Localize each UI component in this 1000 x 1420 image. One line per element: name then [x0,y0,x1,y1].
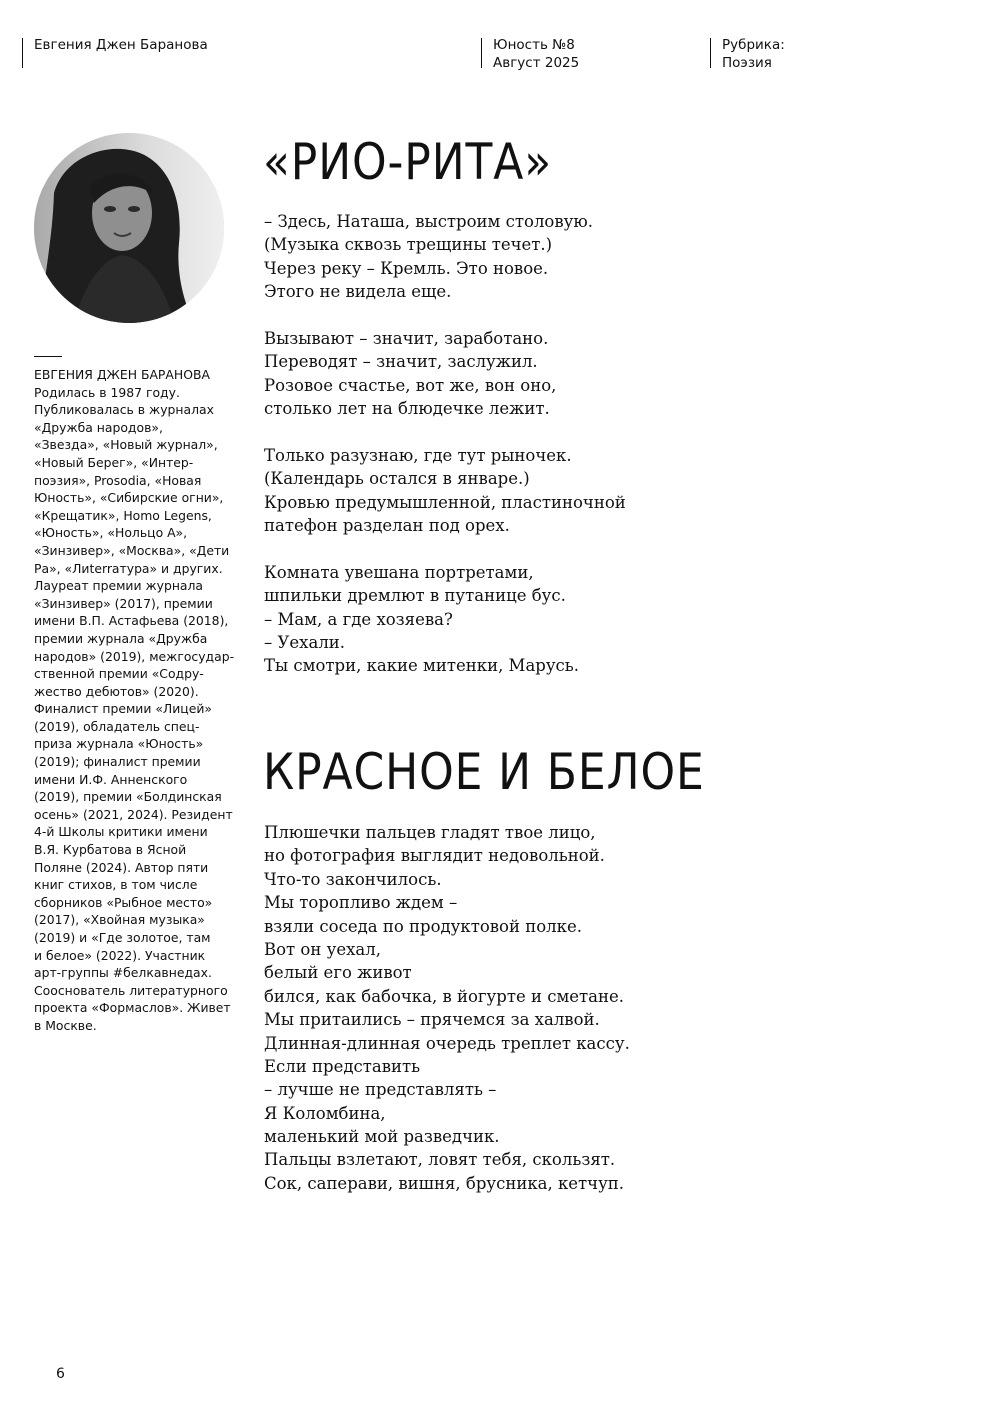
author-photo [34,133,224,323]
poem-line: маленький мой разведчик. [264,1127,500,1147]
poem-line: патефон разделан под орех. [264,516,510,536]
bio-line: Сооснователь литературного [34,982,228,998]
bio-line: (2019), обладатель спец- [34,718,200,734]
bio-line: арт-группы #белкавнедах. [34,965,212,981]
poem-line: Если представить [264,1056,421,1076]
poem-line: Мы торопливо ждем – [264,893,458,913]
poem-line: Комната увешана портретами, [264,562,534,582]
stanza [264,561,864,678]
bio-line: проекта «Формаслов». Живет [34,1000,231,1016]
poem-line: – Уехали. [264,633,346,653]
bio-line: народов» (2019), межгосудар- [34,648,235,664]
bio-line: и белое» (2022). Участник [34,947,206,963]
bio-line: имени И.Ф. Анненского [34,771,188,787]
bio-line: Публиковалась в журналах [34,402,214,418]
bio-line: жество дебютов» (2020). [34,683,199,699]
bio-line: «Зинзивер» (2017), премии [34,595,213,611]
poem-line: Этого не видела еще. [264,282,452,302]
bio-divider [34,356,62,357]
header-rubric-label: Рубрика: [722,37,785,53]
header-issue-number: Юность №8 [493,37,575,53]
bio-line: (2019) и «Где золотое, там [34,930,211,945]
bio-line: премии журнала «Дружба [34,630,208,646]
poem-line: Розовое счастье, вот же, вон оно, [264,375,557,395]
poem-line: Что-то закончилось. [264,869,442,889]
poem-line: бился, как бабочка, в йогурте и сметане. [264,986,625,1006]
poem-line: шпильки дремлют в путанице бус. [264,586,566,606]
poem-title-rio-rita: «РИО-РИТА» [263,133,553,191]
header-author [22,36,208,54]
poem-title-krasnoe-i-beloe: КРАСНОЕ И БЕЛОЕ [263,743,705,801]
bio-line: в Москве. [34,1017,97,1033]
poem-line: Переводят – значит, заслужил. [264,352,538,372]
poem-line: Длинная-длинная очередь треплет кассу. [264,1033,630,1053]
poem-line: белый его живот [264,963,412,983]
poem-line: Плюшечки пальцев гладят твое лицо, [264,823,596,842]
poem-line: Я Коломбина, [264,1103,386,1123]
poem-line: взяли соседа по продуктовой полке. [264,916,582,936]
bio-line: имени В.П. Астафьева (2018), [34,613,229,629]
poem-line: – Здесь, Наташа, выстроим столовую. [264,212,593,231]
bio-line: ственной премии «Содру- [34,666,204,682]
poem-line: Мы притаились – прячемся за халвой. [264,1010,600,1030]
poem-line: (Музыка сквозь трещины течет.) [264,235,553,255]
bio-line: (2019); финалист премии [34,754,201,770]
bio-line: осень» (2021, 2024). Резидент [34,806,233,822]
bio-line: В.Я. Курбатова в Ясной [34,842,187,858]
header-issue-date: Август 2025 [493,55,580,71]
poem-line: (Календарь остался в январе.) [264,469,530,489]
bio-line: книг стихов, в том числе [34,877,198,893]
bio-line: (2019), премии «Болдинская [34,789,222,805]
bio-line: «Новый Берег», «Интер- [34,454,194,470]
poem-line: Вот он уехал, [264,939,381,959]
poem-line: Ты смотри, какие митенки, Марусь. [264,656,580,676]
bio-line: сборников «Рыбное место» [34,894,213,910]
page-number: 6 [56,1366,65,1382]
bio-line: «Звезда», «Новый журнал», [34,437,218,453]
author-bio [34,366,244,1035]
bio-line: Финалист премии «Лицей» [34,701,212,717]
author-portrait-image [34,133,224,323]
stanza [264,210,864,304]
bio-line: (2017), «Хвойная музыка» [34,912,205,928]
poem-rio-rita [264,210,864,701]
bio-line: Лауреат премии журнала [34,578,204,594]
poem-krasnoe-i-beloe [264,821,864,1195]
poem-line: Только разузнаю, где тут рыночек. [264,445,572,465]
poem-line: Пальцы взлетают, ловят тебя, скользят. [264,1150,616,1170]
bio-line: «Зинзивер», «Москва», «Дети [34,542,230,558]
bio-line: «Юность», «Нольцо А», [34,525,188,541]
poem-line: – Мам, а где хозяева? [264,609,453,629]
stanza [264,327,864,421]
bio-line: приза журнала «Юность» [34,736,204,752]
bio-line: «Крещатик», Homo Legens, [34,507,212,523]
header-rubric-value: Поэзия [722,55,772,71]
bio-line: Ра», «Лиterraтура» и других. [34,560,223,576]
stanza [264,444,864,538]
bio-line: поэзия», Prosodia, «Новая [34,472,202,488]
bio-author-name: ЕВГЕНИЯ ДЖЕН БАРАНОВА [34,367,210,382]
bio-line: «Дружба народов», [34,419,163,435]
header-issue [481,36,579,72]
bio-line: Поляне (2024). Автор пяти [34,859,209,875]
poem-line: Через реку – Кремль. Это новое. [264,258,549,278]
bio-line: Юность», «Сибирские огни», [34,490,224,506]
poem-line: – лучше не представлять – [264,1080,497,1100]
poem-line: Сок, саперави, вишня, брусника, кетчуп. [264,1173,625,1193]
bio-line: Родилась в 1987 году. [34,384,180,400]
header-rubric [710,36,785,72]
poem-line: Кровью предумышленной, пластиночной [264,492,626,512]
header-author-name: Евгения Джен Баранова [34,37,208,53]
poem-line: но фотография выглядит недовольной. [264,846,605,866]
bio-line: 4-й Школы критики имени [34,824,208,840]
poem-line: столько лет на блюдечке лежит. [264,399,550,419]
poem-line: Вызывают – значит, заработано. [264,328,549,348]
